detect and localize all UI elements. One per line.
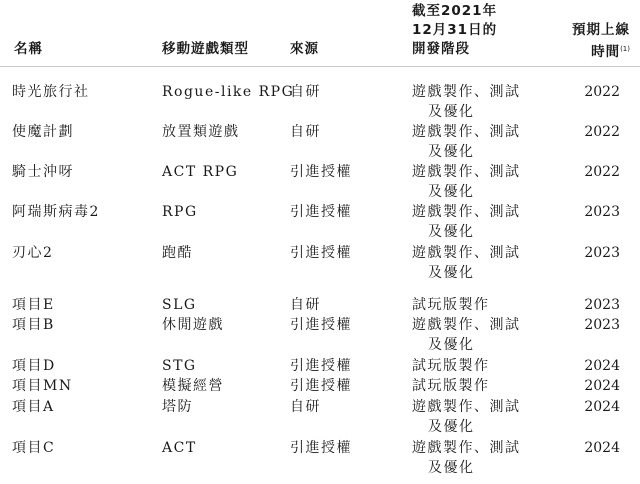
row-genre: 休閒遊戲 <box>162 317 224 333</box>
row-status-line1: 遊戲製作、測試 <box>412 204 521 220</box>
row-launch-year: 2023 <box>584 245 620 261</box>
row-status-line1: 試玩版製作 <box>412 378 490 394</box>
header-launch-line1: 預期上線 <box>572 22 630 38</box>
header-launch <box>530 21 630 62</box>
row-launch-year: 2024 <box>584 378 620 394</box>
row-status <box>412 397 521 437</box>
row-name: 項目B <box>12 317 55 333</box>
row-launch-year: 2022 <box>584 124 620 140</box>
row-status <box>412 82 521 122</box>
row-source: 自研 <box>290 84 321 100</box>
row-name: 時光旅行社 <box>12 84 90 100</box>
row-launch-year: 2022 <box>584 164 620 180</box>
row-source: 引進授權 <box>290 440 352 456</box>
row-source: 引進授權 <box>290 378 352 394</box>
row-status-line2: 及優化 <box>428 184 475 200</box>
header-genre: 移動遊戲類型 <box>162 41 249 57</box>
row-source: 自研 <box>290 124 321 140</box>
row-status <box>412 356 490 376</box>
row-genre: RPG <box>162 204 198 220</box>
row-status-line1: 遊戲製作、測試 <box>412 317 521 333</box>
row-status <box>412 295 490 315</box>
row-name: 項目D <box>12 358 56 374</box>
row-genre: STG <box>162 358 197 374</box>
row-name: 騎士沖呀 <box>12 164 74 180</box>
row-status-line1: 試玩版製作 <box>412 297 490 313</box>
row-status <box>412 162 521 202</box>
row-genre: ACT <box>162 440 197 456</box>
row-name: 項目MN <box>12 378 73 394</box>
row-status-line1: 遊戲製作、測試 <box>412 399 521 415</box>
row-launch-year: 2023 <box>584 297 620 313</box>
row-genre: SLG <box>162 297 197 313</box>
row-status-line2: 及優化 <box>428 104 475 120</box>
row-source: 引進授權 <box>290 164 352 180</box>
header-name: 名稱 <box>14 41 43 57</box>
row-source: 自研 <box>290 297 321 313</box>
row-status-line1: 遊戲製作、測試 <box>412 164 521 180</box>
row-launch-year: 2024 <box>584 358 620 374</box>
row-genre: ACT RPG <box>162 164 239 180</box>
row-status-line2: 及優化 <box>428 419 475 435</box>
header-source: 來源 <box>290 41 319 57</box>
row-source: 引進授權 <box>290 204 352 220</box>
row-status-line1: 遊戲製作、測試 <box>412 440 521 456</box>
header-status <box>412 2 497 59</box>
row-genre: 塔防 <box>162 399 193 415</box>
row-status-line1: 遊戲製作、測試 <box>412 124 521 140</box>
row-status <box>412 315 521 355</box>
row-status-line1: 遊戲製作、測試 <box>412 84 521 100</box>
row-launch-year: 2022 <box>584 84 620 100</box>
header-status-line3: 開發階段 <box>412 41 470 57</box>
row-source: 引進授權 <box>290 317 352 333</box>
row-status-line2: 及優化 <box>428 224 475 240</box>
row-source: 引進授權 <box>290 245 352 261</box>
row-status <box>412 376 490 396</box>
row-status-line2: 及優化 <box>428 265 475 281</box>
row-name: 項目E <box>12 297 55 313</box>
footnote-marker: (1) <box>620 45 630 53</box>
row-status <box>412 122 521 162</box>
row-launch-year: 2023 <box>584 204 620 220</box>
row-genre: 跑酷 <box>162 245 193 261</box>
row-launch-year: 2024 <box>584 399 620 415</box>
header-status-line1: 截至2021年 <box>412 3 498 19</box>
row-source: 引進授權 <box>290 358 352 374</box>
row-genre: 放置類遊戲 <box>162 124 240 140</box>
row-status <box>412 243 521 283</box>
row-status-line2: 及優化 <box>428 144 475 160</box>
row-name: 項目A <box>12 399 55 415</box>
row-status-line1: 遊戲製作、測試 <box>412 245 521 261</box>
header-status-line2: 12月31日的 <box>412 22 498 38</box>
row-name: 阿瑞斯病毒2 <box>12 204 100 220</box>
row-launch-year: 2024 <box>584 440 620 456</box>
row-status-line1: 試玩版製作 <box>412 358 490 374</box>
row-genre: Rogue-like RPG <box>162 84 295 100</box>
row-status-line2: 及優化 <box>428 460 475 476</box>
row-status <box>412 202 521 242</box>
row-name: 使魔計劃 <box>12 124 74 140</box>
header-launch-line2 <box>530 40 630 62</box>
row-launch-year: 2023 <box>584 317 620 333</box>
row-name: 項目C <box>12 440 56 456</box>
header-launch-label: 時間 <box>591 44 621 60</box>
row-name: 刃心2 <box>12 245 54 261</box>
row-status-line2: 及優化 <box>428 337 475 353</box>
row-source: 自研 <box>290 399 321 415</box>
row-genre: 模擬經營 <box>162 378 224 394</box>
row-status <box>412 438 521 478</box>
header-divider <box>0 66 640 67</box>
